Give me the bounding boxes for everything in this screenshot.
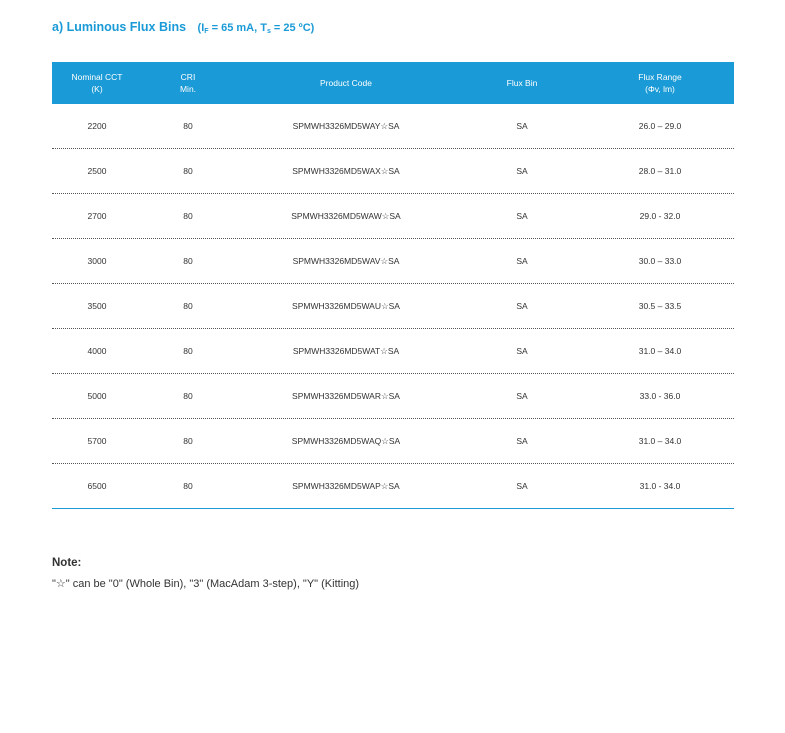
cell-flux-bin: SA xyxy=(516,436,528,446)
cell-flux-bin: SA xyxy=(516,391,528,401)
section-title-main: a) Luminous Flux Bins xyxy=(52,20,187,34)
cell-product-code: SPMWH3326MD5WAV☆SA xyxy=(292,255,400,266)
cell-cct: 3500 xyxy=(87,301,107,311)
cell-cct: 3000 xyxy=(87,256,107,266)
header-nominal-cct: Nominal CCT (K) xyxy=(71,72,123,94)
cell-flux-range: 33.0 - 36.0 xyxy=(639,391,681,401)
cell-cri: 80 xyxy=(183,121,193,131)
cell-cct: 2500 xyxy=(87,166,107,176)
cell-cri: 80 xyxy=(183,391,193,401)
note-heading: Note: xyxy=(52,557,82,569)
cell-flux-range: 26.0 – 29.0 xyxy=(638,121,682,131)
cell-flux-range: 28.0 – 31.0 xyxy=(638,166,682,176)
cell-flux-range: 31.0 – 34.0 xyxy=(638,346,682,356)
test-conditions: ($I_F = 65$ mA, $T_s = 25$ ºC) xyxy=(197,22,315,35)
header-flux-range: Flux Range (Φv, lm) xyxy=(638,72,682,94)
cell-flux-bin: SA xyxy=(516,166,528,176)
table-header xyxy=(52,62,734,104)
table-row xyxy=(52,464,734,509)
cell-flux-range: 29.0 - 32.0 xyxy=(639,211,681,221)
cell-cri: 80 xyxy=(183,481,193,491)
cell-flux-range: 30.5 – 33.5 xyxy=(638,301,682,311)
cell-flux-bin: SA xyxy=(516,481,528,491)
cell-product-code: SPMWH3326MD5WAX☆SA xyxy=(292,165,400,176)
cell-flux-bin: SA xyxy=(516,256,528,266)
table-row xyxy=(52,104,734,149)
section-title xyxy=(52,20,314,35)
table-row xyxy=(52,284,734,329)
cell-cri: 80 xyxy=(183,256,193,266)
cell-product-code: SPMWH3326MD5WAY☆SA xyxy=(292,120,400,131)
table-row xyxy=(52,329,734,374)
cell-cri: 80 xyxy=(183,436,193,446)
cell-product-code: SPMWH3326MD5WAW☆SA xyxy=(291,210,401,221)
cell-flux-bin: SA xyxy=(516,301,528,311)
cell-product-code: SPMWH3326MD5WAP☆SA xyxy=(292,480,400,491)
cell-product-code: SPMWH3326MD5WAR☆SA xyxy=(292,390,400,401)
cell-cct: 2700 xyxy=(87,211,107,221)
table-row xyxy=(52,149,734,194)
cell-cri: 80 xyxy=(183,166,193,176)
cell-cct: 5700 xyxy=(87,436,107,446)
cell-product-code: SPMWH3326MD5WAQ☆SA xyxy=(291,435,401,446)
cell-cct: 6500 xyxy=(87,481,107,491)
cell-flux-bin: SA xyxy=(516,346,528,356)
cell-flux-range: 31.0 - 34.0 xyxy=(639,481,681,491)
cell-cri: 80 xyxy=(183,301,193,311)
cell-flux-bin: SA xyxy=(516,211,528,221)
table-row xyxy=(52,419,734,464)
header-cri: CRI Min. xyxy=(179,72,197,94)
flux-bins-table xyxy=(52,62,734,509)
cell-cct: 2200 xyxy=(87,121,107,131)
cell-cri: 80 xyxy=(183,211,193,221)
table-row xyxy=(52,239,734,284)
header-product-code: Product Code xyxy=(320,78,372,88)
table-row xyxy=(52,194,734,239)
cell-product-code: SPMWH3326MD5WAU☆SA xyxy=(292,300,400,311)
header-flux-bin: Flux Bin xyxy=(506,78,538,88)
cell-cri: 80 xyxy=(183,346,193,356)
table-row xyxy=(52,374,734,419)
table-body xyxy=(52,104,734,509)
cell-flux-bin: SA xyxy=(516,121,528,131)
cell-flux-range: 30.0 – 33.0 xyxy=(638,256,682,266)
cell-cct: 5000 xyxy=(87,391,107,401)
cell-product-code: SPMWH3326MD5WAT☆SA xyxy=(292,345,400,356)
cell-cct: 4000 xyxy=(87,346,107,356)
note-text: "☆" can be "0" (Whole Bin), "3" (MacAdam 3-step), "Y" (Kitting) xyxy=(52,578,360,590)
cell-flux-range: 31.0 – 34.0 xyxy=(638,436,682,446)
